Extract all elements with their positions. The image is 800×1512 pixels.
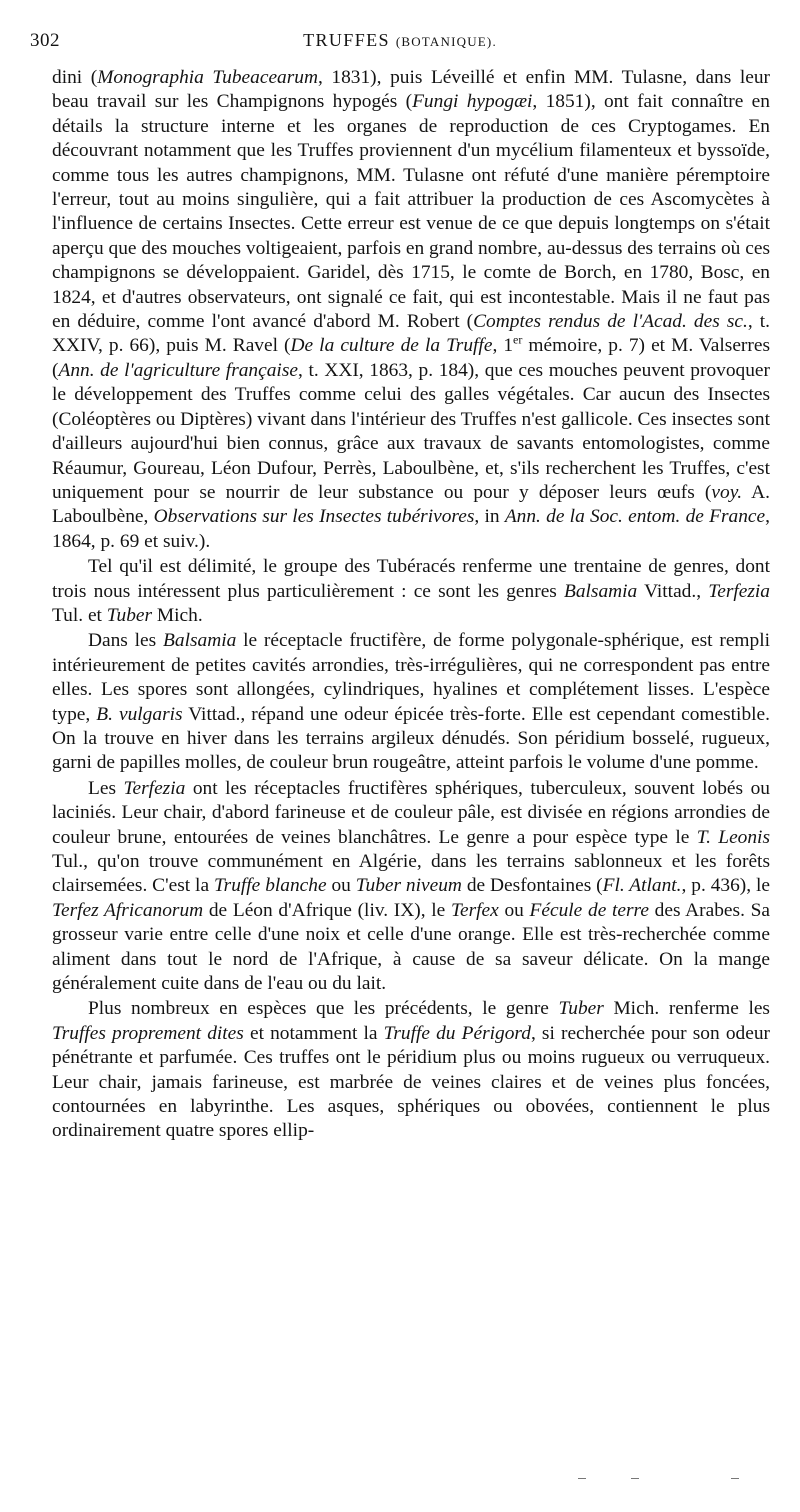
text-run: A. Laboulbène, <box>52 481 770 528</box>
italic-text: T. Leonis <box>696 826 770 848</box>
paragraph <box>52 629 770 775</box>
italic-text: Terfez Africanorum <box>52 899 204 921</box>
italic-text: Fécule de terre <box>529 899 649 921</box>
text-run: , 1851), ont fait connaître en détails la structure interne et les organes de reproduction de ces Cryptogames. En découvrant notamment que les Truffes proviennent d'un mycélium filamenteux et byssoïde, comme tous les autres champignons, MM. Tulasne ont réfuté d'une manière péremptoire l'erreur, tout au moins singulière, qui a fait attribuer la production de ces Ascomycètes à l'influence de certains Insectes. Cette erreur est venue de ce que depuis longtemps on s'était aperçu que des mouches voltigeaient, parfois en grand nombre, au-dessus des terrains où ces champignons se développaient. Garidel, dès 1715, le comte de Borch, en 1780, Bosc, en 1824, et d'autres observateurs, ont signalé ce fait, qui est incontestable. Mais il ne faut pas en déduire, comme l'ont avancé d'abord M. Robert ( <box>52 91 770 333</box>
text-run: , t. XXI, 1863, p. 184), que ces mouches peuvent provoquer le développement des Truffes comme celui des galles végétales. Car aucun des Insectes (Coléoptères ou Diptères) vivant dans l'intérieur des Truffes n'est gallicole. Ces insectes sont d'ailleurs aujourd'hui bien connus, grâce aux travaux de savants entomologistes, comme Réaumur, Goureau, Léon Dufour, Perrès, Laboulbène, et, s'ils recherchent les Truffes, c'est uniquement pour se nourrir de leur substance ou pour y déposer leurs œufs ( <box>52 359 771 503</box>
footer-mark <box>731 1478 739 1479</box>
text-run: mémoire, p. 7) et M. Valserres ( <box>52 335 770 381</box>
text-run: , 1864, p. 69 et suiv.). <box>52 506 770 552</box>
italic-text: Fungi hypogæi <box>412 91 533 113</box>
text-run: et notamment la <box>243 1022 384 1044</box>
italic-text: Ann. de la Soc. entom. de France <box>504 506 766 528</box>
text-run: Plus nombreux en espèces que les précédents, le genre <box>88 998 559 1020</box>
running-title-subtitle: (BOTANIQUE). <box>395 34 497 49</box>
paragraph <box>52 777 770 997</box>
italic-text: Tuber niveum <box>355 875 462 897</box>
italic-text: B. vulgaris <box>96 703 183 725</box>
running-title <box>30 30 770 51</box>
text-run: Tul. et <box>52 604 107 626</box>
text-run: de Léon d'Afrique (liv. IX), le <box>203 899 451 921</box>
paragraph <box>52 997 770 1143</box>
italic-text: Terfex <box>450 899 499 921</box>
italic-text: Ann. de l'agriculture française <box>58 359 298 381</box>
italic-text: Monographia Tubeacearum <box>97 67 318 88</box>
italic-text: voy. <box>711 481 743 503</box>
text-run: Les <box>88 777 124 799</box>
italic-text: Fl. Atlant. <box>602 875 682 897</box>
italic-text: Truffes proprement dites <box>52 1022 244 1044</box>
italic-text: Comptes rendus de l'Acad. des sc. <box>473 311 748 333</box>
text-run: , 1831), puis Léveillé et enfin MM. Tulasne, dans leur beau travail sur les Champignons hypogés ( <box>52 67 770 113</box>
italic-text: Truffe du Périgord <box>383 1022 531 1044</box>
text-run: , in <box>474 506 505 528</box>
italic-text: Truffe blanche <box>213 875 327 897</box>
paragraph <box>52 66 770 554</box>
running-title-main: TRUFFES <box>303 30 390 50</box>
text-run: Mich. <box>152 604 203 626</box>
superscript-text: er <box>513 333 523 347</box>
italic-text: De la culture de la Truffe <box>290 335 493 357</box>
text-run: ou <box>498 899 530 921</box>
text-run: ou <box>326 875 356 897</box>
italic-text: Terfezia <box>123 777 186 799</box>
text-run: , t. XXIV, p. 66), puis M. Ravel ( <box>52 311 770 357</box>
text-run: , si recherchée pour son odeur pénétrante et parfumée. Ces truffes ont le péridium plus ou moins rugueux ou verruqueux. Leur chair, jamais farineuse, est marbrée de veines claires et de veines plus foncées, contournées en labyrinthe. Les asques, sphériques ou obovées, contiennent le plus ordinairement quatre spores ellip- <box>52 1022 770 1142</box>
text-run: Tel qu'il est délimité, le groupe des Tubéracés renferme une trentaine de genres, dont trois nous intéressent plus particulièrement : ce sont les genres <box>52 556 770 602</box>
text-run: Dans les <box>88 630 164 652</box>
text-run: de Desfontaines ( <box>461 875 603 897</box>
paragraph <box>52 555 770 628</box>
text-run: Tul., qu'on trouve communément en Algérie, dans les terrains sablonneux et les forêts clairsemées. C'est la <box>52 851 770 897</box>
text-run: Vittad., <box>637 580 709 602</box>
text-run: ont les réceptacles fructifères sphériques, tuberculeux, souvent lobés ou laciniés. Leur chair, d'abord farineuse et de couleur pâle, est divisée en régions arrondies de couleur brune, entourées de veines blanchâtres. Le genre a pour espèce type le <box>52 777 770 848</box>
text-run: , 1 <box>492 335 514 357</box>
footer-mark <box>631 1478 639 1479</box>
text-run: dini ( <box>52 67 98 88</box>
body-text <box>52 66 770 1144</box>
italic-text: Balsamia <box>564 580 638 602</box>
text-run: , p. 436), le <box>681 875 770 897</box>
page-number: 302 <box>30 30 60 51</box>
italic-text: Tuber <box>106 604 153 626</box>
footer-mark <box>578 1478 586 1479</box>
text-run: Mich. renferme les <box>603 998 770 1020</box>
text-run: des Arabes. Sa grosseur varie entre celle d'une noix et celle d'une orange. Elle est très-recherchée comme aliment dans tout le nord de l'Afrique, à cause de sa saveur délicate. On la mange généralement cuite dans de l'eau ou du lait. <box>52 899 771 995</box>
text-run: Vittad., répand une odeur épicée très-forte. Elle est cependant comestible. On la trouve en hiver dans les terrains argileux dénudés. Son péridium bosselé, rugueux, garni de papilles molles, de couleur brun rougeâtre, atteint parfois le volume d'une pomme. <box>52 703 770 774</box>
page-header <box>30 30 770 60</box>
italic-text: Observations sur les Insectes tubérivores <box>153 506 475 528</box>
italic-text: Terfezia <box>708 580 770 602</box>
text-run: le réceptacle fructifère, de forme polygonale-sphérique, est rempli intérieurement de petites cavités arrondies, très-irrégulières, qui ne correspondent pas entre elles. Les spores sont allongées, cylindriques, hyalines et complétement lisses. L'espèce type, <box>52 630 770 725</box>
italic-text: Tuber <box>558 998 604 1020</box>
italic-text: Balsamia <box>163 630 237 652</box>
